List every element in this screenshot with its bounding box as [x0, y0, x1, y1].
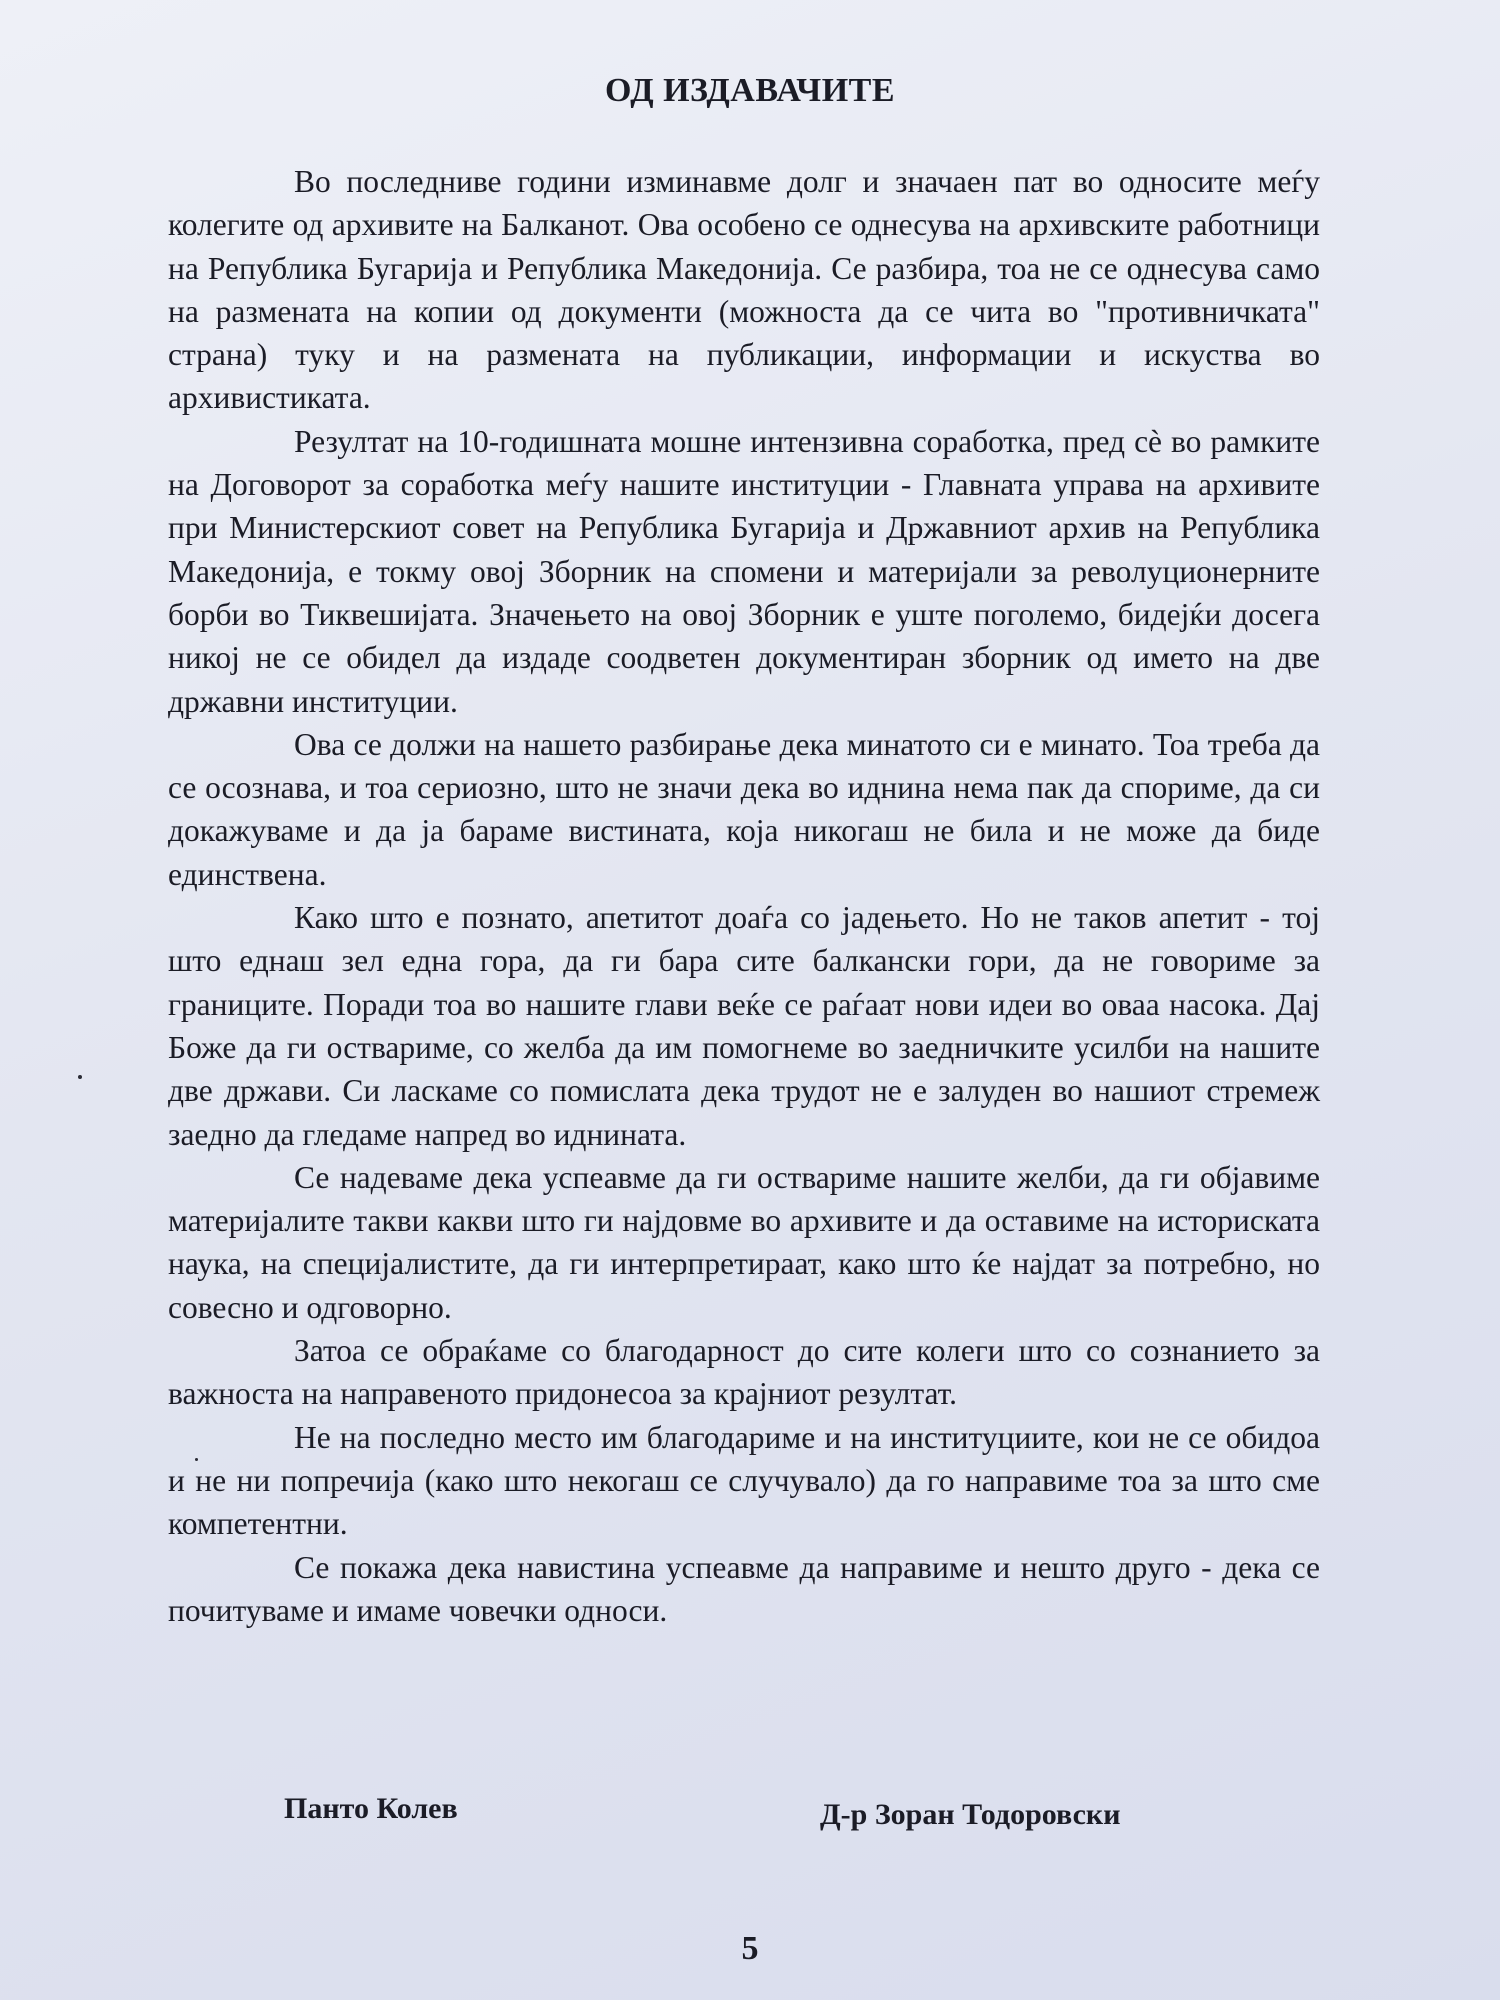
paragraph-2: Резултат на 10-годишната мошне интензивна соработка, пред сè во рамките на Договорот за соработка меѓу нашите институции - Главната управа на архивите при Министерскиот совет на Република Бугарија и Државниот архив на Република Македонија, е токму овој Зборник на спомени и материјали за револуционерните борби во Тиквешијата. Значењето на овој Зборник е уште поголемо, бидејќи досега никој не се обидел да издаде соодветен документиран зборник од името на две државни институции. [168, 423, 1320, 719]
page-heading: ОД ИЗДАВАЧИТЕ [604, 72, 896, 109]
paragraph-1: Во последниве години изминавме долг и значаен пат во односите меѓу колегите од архивите на Балканот. Ова особено се однесува на архивските работници на Република Бугарија и Република Македонија. Се разбира, тоа не се однесува само на размената на копии од документи (можноста да се чита во "противничката" страна) туку и на размената на публикации, информации и искуства во архивистиката. [168, 164, 1320, 416]
paragraph-5: Се надеваме дека успеавме да ги оствариме нашите желби, да ги објавиме материјалите такви какви што ги најдовме во архивите и да оставиме на историската наука, на специјалистите, да ги интерпретираат, како што ќе најдат за потребно, но совесно и одговорно. [168, 1159, 1320, 1325]
signature-block [0, 1792, 1500, 1842]
paragraph-4: Како што е познато, апетитот доаѓа со јадењето. Но не таков апетит - тој што еднаш зел една гора, да ги бара сите балкански гори, да не говориме за границите. Поради тоа во нашите глави веќе се раѓаат нови идеи во оваа насока. Дај Боже да ги оствариме, со желба да им помогнеме во заедничките усилби на нашите две држави. Си ласкаме со помислата дека трудот не е залуден во нашиот стремеж заедно да гледаме напред во иднината. [168, 900, 1320, 1152]
foreword-body [168, 160, 1320, 1632]
page-number: 5 [741, 1930, 759, 1967]
paragraph-3: Ова се должи на нашето разбирање дека минатото си е минато. Тоа треба да се осознава, и тоа сериозно, што не значи дека во иднина нема пак да спориме, да си докажуваме и да ја бараме вистината, која никогаш не била и не може да биде единствена. [168, 726, 1320, 892]
paragraph-6: Затоа се обраќаме со благодарност до сите колеги што со сознанието за важноста на направеното придонесоа за крајниот резултат. [168, 1333, 1320, 1412]
ink-speck [195, 1458, 198, 1461]
signature-right: Д-р Зоран Тодоровски [820, 1798, 1121, 1831]
signature-left: Панто Колев [284, 1792, 458, 1825]
paragraph-8: Се покажа дека навистина успеавме да направиме и нешто друго - дека се почитуваме и имаме човечки односи. [168, 1549, 1320, 1628]
ink-speck [78, 1075, 82, 1079]
paragraph-7: Не на последно место им благодариме и на институциите, кои не се обидоа и не ни попречија (како што некогаш се случувало) да го направиме тоа за што сме компетентни. [168, 1419, 1320, 1542]
